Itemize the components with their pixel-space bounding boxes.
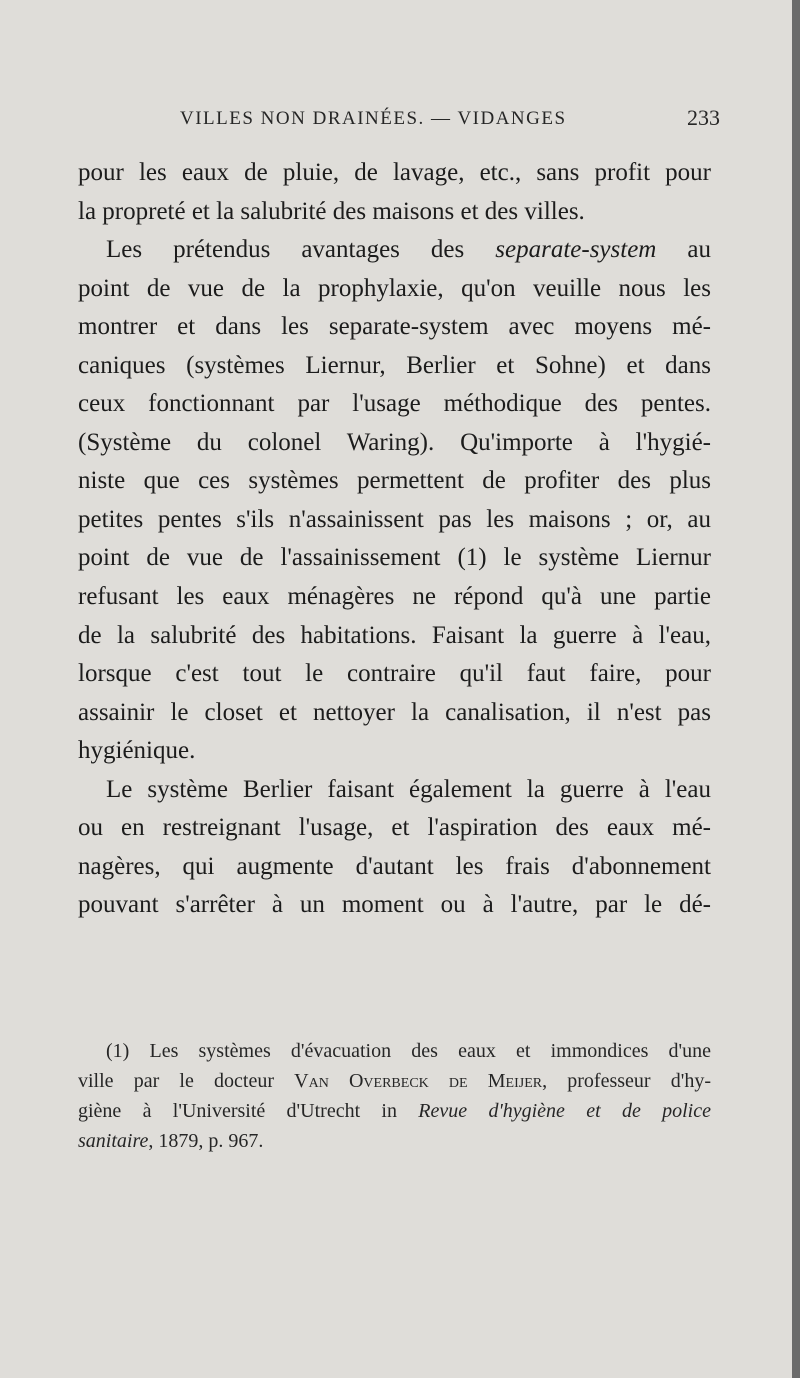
text-line: niste que ces systèmes permettent de profiter des plus <box>78 467 711 495</box>
footnote-line <box>78 1126 711 1156</box>
text-run: ville par le docteur <box>78 1070 295 1092</box>
footnote-line <box>78 1066 711 1096</box>
text-line: hygiénique. <box>78 737 196 765</box>
text-line: refusant les eaux ménagères ne répond qu'à une partie <box>78 583 711 611</box>
text-run: Les prétendus avantages des <box>106 236 496 264</box>
text-line: point de vue de la prophylaxie, qu'on veuille nous les <box>78 274 711 302</box>
text-line: montrer et dans les separate-system avec moyens mé- <box>78 313 711 341</box>
text-line: caniques (systèmes Liernur, Berlier et Sohne) et dans <box>78 351 711 379</box>
citation: , 1879, p. 967. <box>148 1130 264 1152</box>
page-number: 233 <box>687 105 720 130</box>
text-line: assainir le closet et nettoyer la canalisation, il n'est pas <box>78 698 711 726</box>
text-run: au <box>656 236 711 264</box>
text-line: point de vue de l'assainissement (1) le système Liernur <box>78 544 711 572</box>
text-line <box>78 231 711 270</box>
text-line: lorsque c'est tout le contraire qu'il faut faire, pour <box>78 660 711 688</box>
journal-title: Revue d'hygiène et de police <box>418 1100 711 1122</box>
page-edge-shadow <box>792 0 800 1378</box>
footnote <box>78 1036 711 1156</box>
text-run: giène à l'Université d'Utrecht in <box>78 1100 419 1122</box>
text-line: Le système Berlier faisant également la guerre à l'eau <box>106 775 711 803</box>
text-line: la propreté et la salubrité des maisons et des villes. <box>78 197 585 225</box>
text-line: (Système du colonel Waring). Qu'importe à l'hygié- <box>78 428 711 456</box>
footnote-line: (1) Les systèmes d'évacuation des eaux et immondices d'une <box>106 1040 711 1062</box>
text-line: pouvant s'arrêter à un moment ou à l'autre, par le dé- <box>78 891 711 919</box>
italic-term: separate-system <box>495 236 657 264</box>
text-line: pour les eaux de pluie, de lavage, etc., sans profit pour <box>78 159 711 186</box>
running-head-title: VILLES NON DRAINÉES. — VIDANGES <box>180 108 567 129</box>
text-run: , professeur d'hy- <box>542 1070 711 1092</box>
text-line: ceux fonctionnant par l'usage méthodique des pentes. <box>78 390 711 418</box>
footnote-line <box>78 1096 711 1126</box>
author-name: Van Overbeck de Meijer <box>294 1070 543 1092</box>
text-line: petites pentes s'ils n'assainissent pas les maisons ; or, au <box>78 505 711 533</box>
main-text <box>78 154 711 925</box>
journal-title-cont: sanitaire <box>78 1130 149 1152</box>
text-line: nagères, qui augmente d'autant les frais d'abonnement <box>78 852 711 880</box>
running-head <box>180 105 720 138</box>
text-line: de la salubrité des habitations. Faisant la guerre à l'eau, <box>78 621 711 649</box>
text-line: ou en restreignant l'usage, et l'aspiration des eaux mé- <box>78 814 711 842</box>
